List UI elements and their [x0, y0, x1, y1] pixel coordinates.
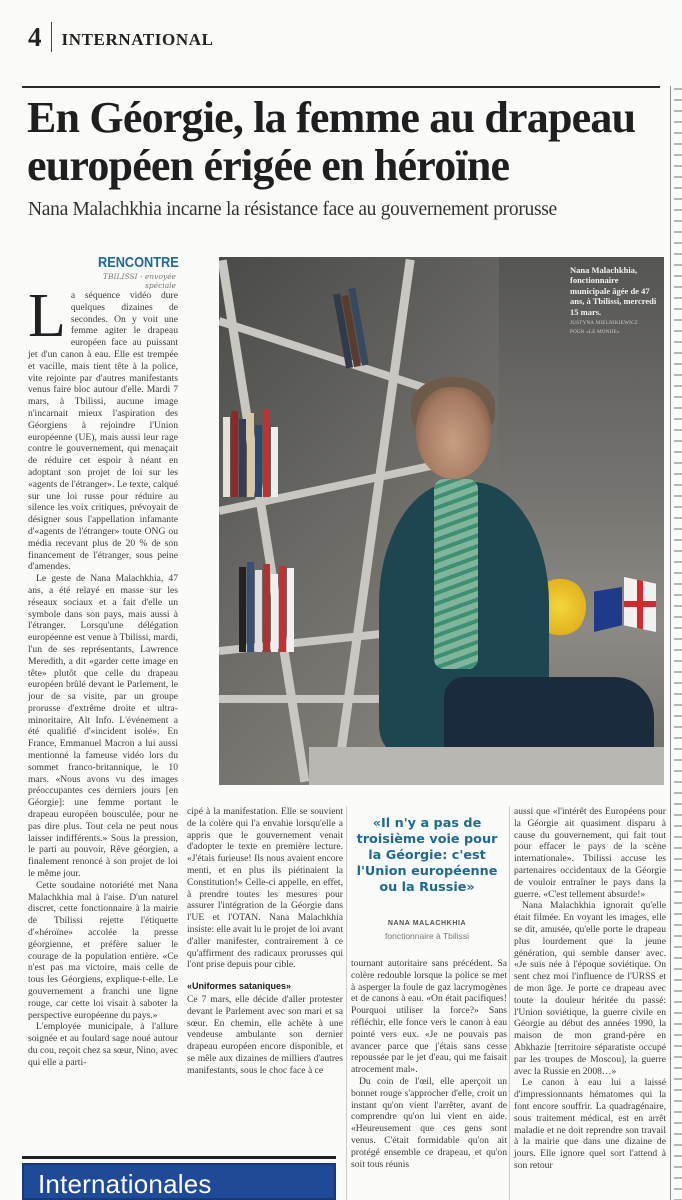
section-name: INTERNATIONAL: [61, 30, 214, 49]
paragraph: Le canon à eau lui a laissé d'impressionnants hématomes qui la font encore souffrir. La quadragénaire, sous traitement médical, est en arrêt maladie et ne doit reprendre son travail à la mairie que dans une dizaine de jours. Elle ignore quel sort l'attend à son retour: [514, 1077, 666, 1171]
paragraph: aussi que «l'intérêt des Européens pour la Géorgie ait quasiment disparu à cause du gouvernement, qui fait tout pour effacer le pays de la scène internationale». Tbilissi accuse les partenaires occidentaux de la Géorgie de vouloir entraîner le pays dans la guerre. «C'est tellement absurde!»: [514, 806, 666, 900]
photo-caption: [570, 265, 658, 337]
bench: [309, 747, 664, 785]
photo-credit: JUSTYNA MIELNIKIEWICZ POUR «LE MONDE»: [570, 321, 639, 336]
column-divider: [509, 806, 510, 1200]
subheadline: Nana Malachkhia incarne la résistance face au gouvernement prorusse: [28, 199, 557, 220]
top-rule-right: [508, 86, 660, 88]
bottom-rule: [22, 1156, 336, 1159]
top-rule: [22, 86, 508, 88]
books: [223, 407, 279, 497]
person-head: [416, 387, 491, 479]
article-column-2: [187, 806, 343, 1077]
paragraph: L'employée municipale, à l'allure soignée et au foulard sage noué autour du cou, reçoit chez sa sœur, Nino, avec qui elle a parti-: [28, 1021, 178, 1068]
article-photo: [219, 257, 664, 785]
column-divider: [346, 806, 347, 1200]
paragraph: Nana Malachkhia ignorait qu'elle était filmée. En voyant les images, elle se dit, amusée, qu'elle porte le drapeau plus lourdement que la jeune génération, qui semble danser avec. «Je suis née à l'époque soviétique. On sent chez moi l'influence de l'URSS et de mon âge. Je porte ce drapeau avec toute la douleur héritée du passé: l'Union soviétique, la guerre civile en Géorgie au début des années 1990, la maison de mon grand-père en Abkhazie [territoire séparatiste occupé par les troupes de Moscou], la guerre avec la Russie en 2008…»: [514, 900, 666, 1077]
dateline: TBILISSI - envoyée spéciale: [103, 272, 176, 290]
column-separator: [670, 86, 671, 1200]
pull-quote-author: NANA MALACHKHIA: [387, 920, 467, 927]
paragraph: La séquence vidéo dure quelques dizaines de secondes. On y voit une femme agiter le drapeau européen face au puissant jet d'un canon à eau. Elle est trempée et vacille, mais tient tête à la police, vite rejointe par d'autres manifestants venus faire bloc autour d'elle. Mardi 7 mars, à Tbilissi, aucune image n'incarnait mieux l'aspiration des Géorgiens à rejoindre l'Union européenne (UE), mais aussi leur rage contre le gouvernement, qui menaçait de réduire cet espoir à néant en adoptant son projet de loi sur les «agents de l'étranger». Le texte, calqué sur une loi russe pour réduire au silence les voix critiques, prévoyait de désigner sous l'appellation infamante d'«agents de l'étranger» toute ONG ou média recevant plus de 20 % de son financement de l'étranger, sous peine d'amendes.: [28, 282, 178, 573]
shelf: [219, 317, 439, 396]
paragraph: Du coin de l'œil, elle aperçoit un bonnet rouge s'approcher d'elle, croit un instant qu'on vient l'arrêter, avant de comprendre qu'on lui vient en aide. «Heureusement que ces gens sont venus. C'était formidable qu'on ait protégé ensemble ce drapeau, et qu'on soit tous réunis: [351, 1075, 507, 1170]
eu-flag: [594, 587, 622, 632]
paragraph: Ce 7 mars, elle décide d'aller protester devant le Parlement avec son mari et sa sœur. En chemin, elle achète à une vendeuse ambulante son dernier drapeau européen encore disponible, et se mêle aux dizaines de milliers d'autres manifestants, sous le choc face à ce: [187, 993, 343, 1076]
internationales-banner: [22, 1163, 336, 1200]
headline: En Géorgie, la femme au drapeau européen érigée en héroïne: [27, 93, 636, 190]
paragraph: Le geste de Nana Malachkhia, 47 ans, a été relayé en masse sur les réseaux sociaux et a fait d'elle un symbole dans son pays, mais aussi à l'étranger. Lorsqu'une délégation européenne est venue à Tbilissi, mardi, l'un de ses représentants, Lawrence Meredith, a dit «garder cette image en tête» plutôt que celle du drapeau européen brûlé devant le Parlement, le jour de sa visite, par un groupe prorusse d'extrême droite et ultra-minoritaire, Alt Info. L'événement a été qualifié d'«incident isolé». En France, Emmanuel Macron a lui aussi mentionné la fameuse vidéo lors du sommet franco-britannique, le 10 mars. «Nous avons vu des images préoccupantes ces derniers jours [en Géorgie]: une femme portant le drapeau européen bousculée, pour ne pas dire plus. Tout cela ne peut nous laisser indifférents.» Sous la pression, le parti au pouvoir, Rêve géorgien, a finalement renoncé à son projet de loi le même jour.: [28, 573, 178, 880]
article-column-4: [514, 806, 666, 1172]
scarf: [434, 479, 478, 669]
books: [239, 557, 295, 652]
adjacent-column-edge: [674, 88, 682, 1200]
dropcap: L: [28, 282, 66, 350]
page-number: 4: [28, 22, 52, 52]
page-header: [28, 22, 214, 52]
article-column-1: [28, 282, 178, 1069]
pull-quote: «Il n'y a pas de troisième voie pour la Géorgie: c'est l'Union européenne ou la Russie»: [356, 816, 498, 895]
pull-quote-role: fonctionnaire à Tbilissi: [385, 931, 469, 941]
caption-text: Nana Malachkhia, fonctionnaire municipale âgée de 47 ans, à Tbilissi, mercredi 15 mars.: [570, 265, 657, 317]
paragraph: tournant autoritaire sans précédent. Sa colère redouble lorsque la police se met à asperger la foule de gaz lacrymogènes et de canons à eau. «On était pacifiques! Pourquoi utiliser la force?» Sans réfléchir, elle fonce vers le canon à eau pointé vers eux. «Je ne pouvais pas avancer parce que j'étais sans cesse repoussée par le jet d'eau, qui me faisait atrocement mal».: [351, 958, 507, 1076]
kicker-label: RENCONTRE: [98, 254, 179, 271]
intertitle: «Uniformes sataniques»: [187, 981, 292, 992]
banner-label: Internationales: [38, 1169, 212, 1199]
article-column-3: [351, 958, 507, 1170]
paragraph: cipé à la manifestation. Elle se souvient de la colère qui l'a envahie lorsqu'elle a appris que le gouvernement venait d'adopter le texte en première lecture. «J'étais furieuse! Ils nous avaient encore menti, et en plus ils piétinaient la Constitution!» Celle-ci appelle, en effet, à prendre toutes les mesures pour assurer l'intégration de la Géorgie dans l'UE et l'OTAN. Nana Malachkhia insiste: elle avait lu le projet de loi avant d'aller manifester, contrairement à ce qu'affirment des radicaux prorusses qui l'ont prise depuis pour cible.: [187, 806, 343, 971]
georgia-flag: [624, 577, 656, 632]
paragraph: Cette soudaine notoriété met Nana Malachkhia mal à l'aise. D'un naturel discret, cette fonctionnaire à la mairie de Tbilissi rejette l'étiquette d'«héroïne» accolée la presse géorgienne, et préfère saluer le courage de la population entière. «Ce n'est pas ma victoire, mais celle de tous les Géorgiens, explique-t-elle. Le gouvernement a franchi une ligne rouge, car cette loi visait à saboter la perspective européenne du pays.»: [28, 879, 178, 1021]
